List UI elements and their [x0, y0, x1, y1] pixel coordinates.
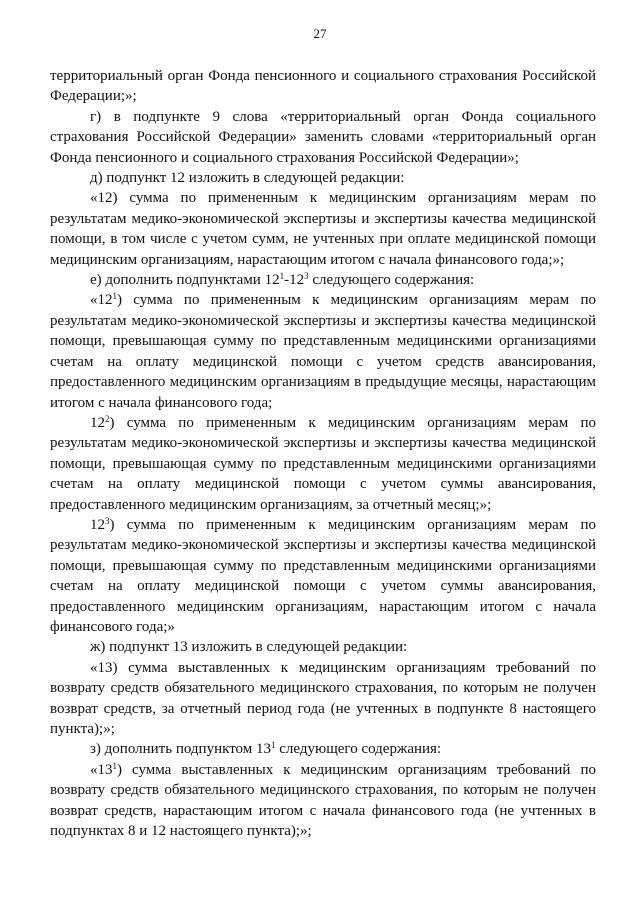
paragraph: ж) подпункт 13 изложить в следующей редакции: — [90, 639, 408, 656]
text-run: следующего содержания: — [275, 741, 442, 758]
paragraph: д) подпункт 12 изложить в следующей редакции: — [90, 170, 405, 187]
document-body — [50, 66, 596, 841]
text-run: 12 — [90, 414, 105, 431]
text-run: е) дополнить подпунктами 12 — [90, 272, 280, 289]
paragraph — [50, 515, 596, 637]
page-number: 27 — [313, 26, 327, 41]
paragraph — [50, 270, 596, 290]
superscript: 3 — [105, 515, 110, 526]
paragraph: «12) сумма по примененным к медицинским организациям мерам по результатам медико-экономической экспертизы и экспертизы качества медицинской помощи, в том числе с учетом сумм, не учтенных при оплате медицинской помощи медицинским организациям, нарастающим итогом с начала финансового года;»; — [50, 190, 596, 268]
text-run: ) сумма по примененным к медицинским организациям мерам по результатам медико-экономической экспертизы и экспертизы качества медицинской помощи, превышающая сумму по представленным медицинскими организациями счетам на оплату медицинской помощи с учетом средств авансирования, предоставленного медицинским организациям в предыдущие месяцы, нарастающим итогом с начала финансового года; — [50, 292, 596, 411]
text-run: ) сумма по примененным к медицинским организациям мерам по результатам медико-экономической экспертизы и экспертизы качества медицинской помощи, превышающая сумму по представленным медицинскими организациями счетам на оплату медицинской помощи с учетом суммы авансирования, предоставленного медицинским организациям, нарастающим итогом с начала финансового года;» — [50, 516, 596, 635]
paragraph — [50, 739, 596, 759]
superscript: 1 — [112, 291, 117, 302]
text-run: ) сумма по примененным к медицинским организациям мерам по результатам медико-экономической экспертизы и экспертизы качества медицинской помощи, превышающая сумму по представленным медицинскими организациями счетам на оплату медицинской помощи с учетом суммы авансирования, предоставленного медицинским организациям, за отчетный месяц;»; — [50, 414, 596, 513]
superscript: 2 — [105, 413, 110, 424]
paragraph — [50, 760, 596, 842]
text-run: «12 — [90, 292, 113, 309]
paragraph: г) в подпункте 9 слова «территориальный орган Фонда социального страхования Российской Федерации» заменить словами «территориальный орган Фонда пенсионного и социального страхования Российской Федерации»; — [50, 108, 596, 166]
text-run: следующего содержания: — [308, 272, 475, 289]
superscript: 1 — [279, 271, 285, 282]
text-run: -12 — [284, 272, 305, 289]
text-run: ) сумма выставленных к медицинским организациям требований по возврату средств обязательного медицинского страхования, по которым не получен возврат средств, нарастающим итогом с начала финансового года (не учтенных в подпунктах 8 и 12 настоящего пункта);»; — [50, 761, 596, 840]
paragraph — [50, 290, 596, 412]
text-run: «13 — [90, 761, 113, 778]
paragraph: «13) сумма выставленных к медицинским организациям требований по возврату средств обязательного медицинского страхования, по которым не получен возврат средств, за отчетный период года (не учтенных в подпункте 8 настоящего пункта);»; — [50, 659, 596, 737]
superscript: 3 — [304, 271, 309, 282]
paragraph: территориальный орган Фонда пенсионного и социального страхования Российской Федерации;»; — [50, 68, 596, 105]
text-run: з) дополнить подпунктом 13 — [90, 741, 272, 758]
text-run: 12 — [90, 516, 105, 533]
paragraph — [50, 413, 596, 515]
superscript: 1 — [112, 760, 117, 771]
superscript: 1 — [271, 740, 276, 751]
